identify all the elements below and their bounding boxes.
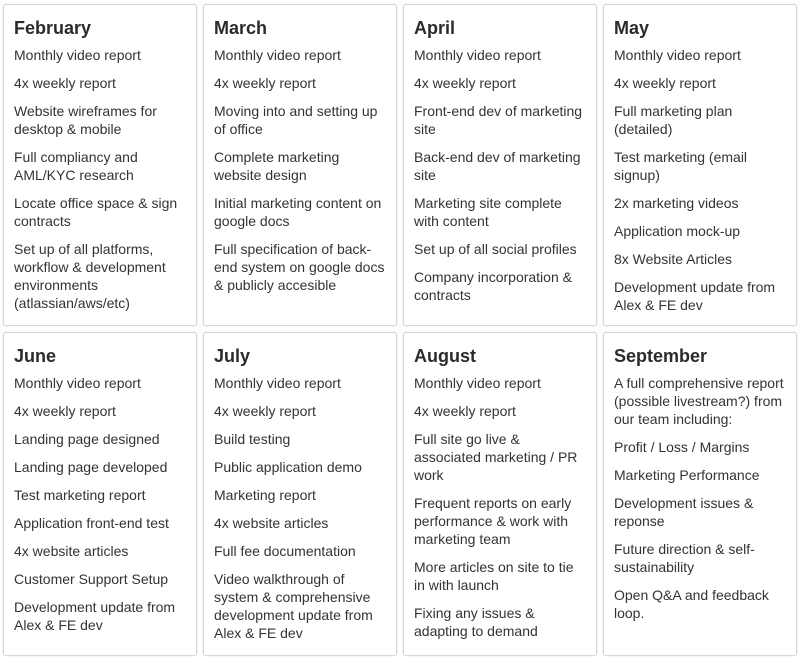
- month-title: March: [214, 18, 268, 38]
- month-task-list: [214, 46, 386, 294]
- month-task-list: [14, 46, 186, 312]
- month-title: August: [414, 346, 476, 366]
- month-title: May: [614, 18, 650, 38]
- task-item: Marketing Performance: [614, 467, 760, 483]
- task-item: Application mock-up: [614, 223, 741, 239]
- task-item: Marketing site complete with content: [414, 195, 562, 229]
- task-item: 4x weekly report: [14, 403, 116, 419]
- task-item: Marketing report: [214, 487, 316, 503]
- month-card: [3, 4, 197, 326]
- roadmap-grid: [3, 4, 798, 656]
- task-item: Build testing: [214, 431, 291, 447]
- task-item: Set up of all social profiles: [414, 241, 577, 257]
- task-item: Company incorporation & contracts: [414, 269, 572, 303]
- task-item: More articles on site to tie in with launch: [414, 559, 574, 593]
- task-item: Full marketing plan (detailed): [614, 103, 733, 137]
- task-item: Website wireframes for desktop & mobile: [14, 103, 157, 137]
- task-item: A full comprehensive report (possible livestream?) from our team including:: [614, 375, 784, 427]
- task-item: 4x weekly report: [214, 403, 316, 419]
- task-item: Open Q&A and feedback loop.: [614, 587, 769, 621]
- task-item: 4x weekly report: [214, 75, 316, 91]
- month-task-list: [614, 46, 786, 314]
- task-item: 4x weekly report: [414, 403, 516, 419]
- task-item: Monthly video report: [614, 47, 741, 63]
- month-task-list: [614, 374, 786, 622]
- task-item: Public application demo: [214, 459, 362, 475]
- task-item: Full compliancy and AML/KYC research: [14, 149, 138, 183]
- task-item: Test marketing report: [14, 487, 146, 503]
- month-title: June: [14, 346, 57, 366]
- month-title: July: [214, 346, 251, 366]
- month-card: [603, 332, 797, 656]
- task-item: Moving into and setting up of office: [214, 103, 378, 137]
- month-card: [603, 4, 797, 326]
- task-item: Monthly video report: [14, 375, 141, 391]
- task-item: Monthly video report: [14, 47, 141, 63]
- task-item: Monthly video report: [214, 375, 341, 391]
- month-title: September: [614, 346, 708, 366]
- month-task-list: [214, 374, 386, 642]
- task-item: 4x weekly report: [414, 75, 516, 91]
- month-card: [403, 332, 597, 656]
- month-task-list: [414, 374, 586, 640]
- month-title: April: [414, 18, 456, 38]
- task-item: 4x weekly report: [14, 75, 116, 91]
- task-item: Application front-end test: [14, 515, 169, 531]
- task-item: Full site go live & associated marketing / PR work: [414, 431, 578, 483]
- task-item: Development update from Alex & FE dev: [614, 279, 776, 313]
- task-item: Landing page developed: [14, 459, 168, 475]
- task-item: Fixing any issues & adapting to demand: [414, 605, 538, 639]
- task-item: Test marketing (email signup): [614, 149, 748, 183]
- month-card: [3, 332, 197, 656]
- task-item: Monthly video report: [414, 47, 541, 63]
- month-card: [203, 4, 397, 326]
- task-item: 8x Website Articles: [614, 251, 733, 267]
- task-item: Back-end dev of marketing site: [414, 149, 581, 183]
- task-item: Landing page designed: [14, 431, 160, 447]
- task-item: Complete marketing website design: [214, 149, 340, 183]
- task-item: Development update from Alex & FE dev: [14, 599, 176, 633]
- task-item: Future direction & self-sustainability: [614, 541, 755, 575]
- task-item: 4x website articles: [214, 515, 329, 531]
- month-task-list: [414, 46, 586, 304]
- task-item: Front-end dev of marketing site: [414, 103, 583, 137]
- task-item: Customer Support Setup: [14, 571, 169, 587]
- task-item: Full specification of back-end system on google docs & publicly accesible: [214, 241, 385, 293]
- task-item: Set up of all platforms, workflow & development environments (atlassian/aws/etc): [14, 241, 166, 311]
- task-item: 4x weekly report: [614, 75, 716, 91]
- task-item: Development issues & reponse: [614, 495, 754, 529]
- task-item: Profit / Loss / Margins: [614, 439, 750, 455]
- task-item: Initial marketing content on google docs: [214, 195, 382, 229]
- task-item: Frequent reports on early performance & work with marketing team: [414, 495, 572, 547]
- month-task-list: [14, 374, 186, 634]
- month-card: [403, 4, 597, 326]
- task-item: 2x marketing videos: [614, 195, 739, 211]
- task-item: Locate office space & sign contracts: [14, 195, 178, 229]
- task-item: Video walkthrough of system & comprehensive development update from Alex & FE dev: [214, 571, 373, 641]
- month-card: [203, 332, 397, 656]
- task-item: Full fee documentation: [214, 543, 356, 559]
- task-item: Monthly video report: [214, 47, 341, 63]
- month-title: February: [14, 18, 92, 38]
- task-item: Monthly video report: [414, 375, 541, 391]
- task-item: 4x website articles: [14, 543, 129, 559]
